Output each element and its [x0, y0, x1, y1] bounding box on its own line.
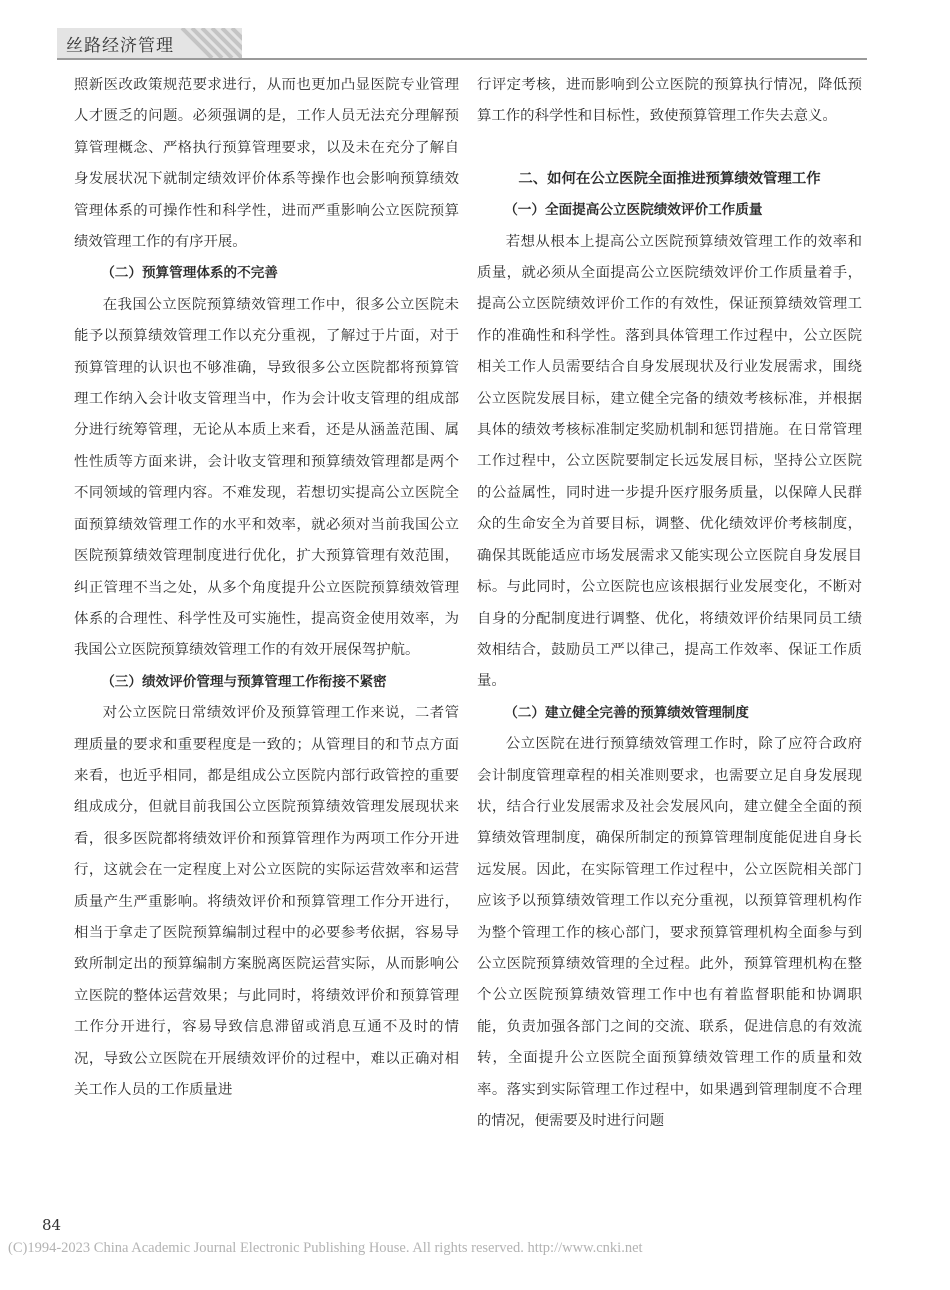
right-column — [477, 70, 862, 1250]
page-number: 84 — [42, 1216, 62, 1234]
paragraph: 在我国公立医院预算绩效管理工作中，很多公立医院未能予以预算绩效管理工作以充分重视，了解过于片面，对于预算管理的认识也不够准确，导致很多公立医院都将预算管理工作纳入会计收支管理当中，作为会计收支管理的组成部分进行统筹管理，无论从本质上来看，还是从涵盖范围、属性性质等方面来讲，会计收支管理和预算绩效管理都是两个不同领域的管理内容。不难发现，若想切实提高公立医院全面预算绩效管理工作的水平和效率，就必须对当前我国公立医院预算绩效管理制度进行优化，扩大预算管理有效范围，纠正管理不当之处，从多个角度提升公立医院预算绩效管理体系的合理性、科学性及可实施性，提高资金使用效率，为我国公立医院预算绩效管理工作的有效开展保驾护航。 — [74, 296, 459, 659]
subsection-heading: （三）绩效评价管理与预算管理工作衔接不紧密 — [101, 673, 387, 690]
journal-name: 丝路经济管理 — [66, 36, 174, 56]
subsection-heading: （二）建立健全完善的预算绩效管理制度 — [504, 704, 749, 721]
subsection-heading: （二）预算管理体系的不完善 — [101, 265, 278, 282]
paragraph: 若想从根本上提高公立医院预算绩效管理工作的效率和质量，就必须从全面提高公立医院绩效评价工作质量着手，提高公立医院绩效评价工作的有效性，保证预算绩效管理工作的准确性和科学性。落到具体管理工作过程中，公立医院相关工作人员需要结合自身发展现状及行业发展需求，围绕公立医院发展目标，建立健全完备的绩效考核标准，并根据具体的绩效考核标准制定奖励机制和惩罚措施。在日常管理工作过程中，公立医院要制定长远发展目标，坚持公立医院的公益属性，同时进一步提升医疗服务质量，以保障人民群众的生命安全为首要目标，调整、优化绩效评价考核制度，确保其既能适应市场发展需求又能实现公立医院自身发展目标。与此同时，公立医院也应该根据行业发展变化，不断对自身的分配制度进行调整、优化，将绩效评价结果同员工绩效相结合，鼓励员工严以律己，提高工作效率、保证工作质量。 — [477, 233, 862, 690]
header-stripes-decoration — [178, 28, 242, 58]
paragraph: 公立医院在进行预算绩效管理工作时，除了应符合政府会计制度管理章程的相关准则要求，也需要立足自身发展现状，结合行业发展需求及社会发展风向，建立健全全面的预算绩效管理制度，确保所制定的预算管理制度能促进自身长远发展。因此，在实际管理工作过程中，公立医院相关部门应该予以预算绩效管理工作以充分重视，以预算管理机构作为整个管理工作的核心部门，要求预算管理机构全面参与到公立医院预算绩效管理的全过程。此外，预算管理机构在整个公立医院预算绩效管理工作中也有着监督职能和协调职能，负责加强各部门之间的交流、联系，促进信息的有效流转，全面提升公立医院全面预算绩效管理工作的质量和效率。落实到实际管理工作过程中，如果遇到管理制度不合理的情况，便需要及时进行问题 — [477, 736, 862, 1129]
paragraph: 对公立医院日常绩效评价及预算管理工作来说，二者管理质量的要求和重要程度是一致的；从管理目的和节点方面来看，也近乎相同，都是组成公立医院内部行政管控的重要组成成分，但就目前我国公立医院预算绩效管理发展现状来看，很多医院都将绩效评价和预算管理作为两项工作分开进行，这就会在一定程度上对公立医院的实际运营效率和运营质量产生严重影响。将绩效评价和预算管理工作分开进行，相当于拿走了医院预算编制过程中的必要参考依据，容易导致所制定出的预算编制方案脱离医院运营实际，从而影响公立医院的整体运营效果；与此同时，将绩效评价和预算管理工作分开进行，容易导致信息滞留或消息互通不及时的情况，导致公立医院在开展绩效评价的过程中，难以正确对相关工作人员的工作质量进 — [74, 705, 459, 1098]
left-column — [74, 70, 459, 1250]
copyright-notice: (C)1994-2023 China Academic Journal Electronic Publishing House. All rights reserved. http://www.cnki.net — [8, 1240, 643, 1256]
subsection-heading: （一）全面提高公立医院绩效评价工作质量 — [504, 202, 763, 219]
header-rule — [57, 58, 867, 60]
section-heading: 二、如何在公立医院全面推进预算绩效管理工作 — [518, 170, 821, 187]
paragraph: 照新医改政策规范要求进行，从而也更加凸显医院专业管理人才匮乏的问题。必须强调的是，工作人员无法充分理解预算管理概念、严格执行预算管理要求，以及未在充分了解自身发展状况下就制定绩效评价体系等操作也会影响预算绩效管理体系的可操作性和科学性，进而严重影响公立医院预算绩效管理工作的有序开展。 — [74, 77, 459, 251]
section-spacer — [477, 133, 862, 164]
paragraph: 行评定考核，进而影响到公立医院的预算执行情况，降低预算工作的科学性和目标性，致使预算管理工作失去意义。 — [477, 77, 862, 125]
